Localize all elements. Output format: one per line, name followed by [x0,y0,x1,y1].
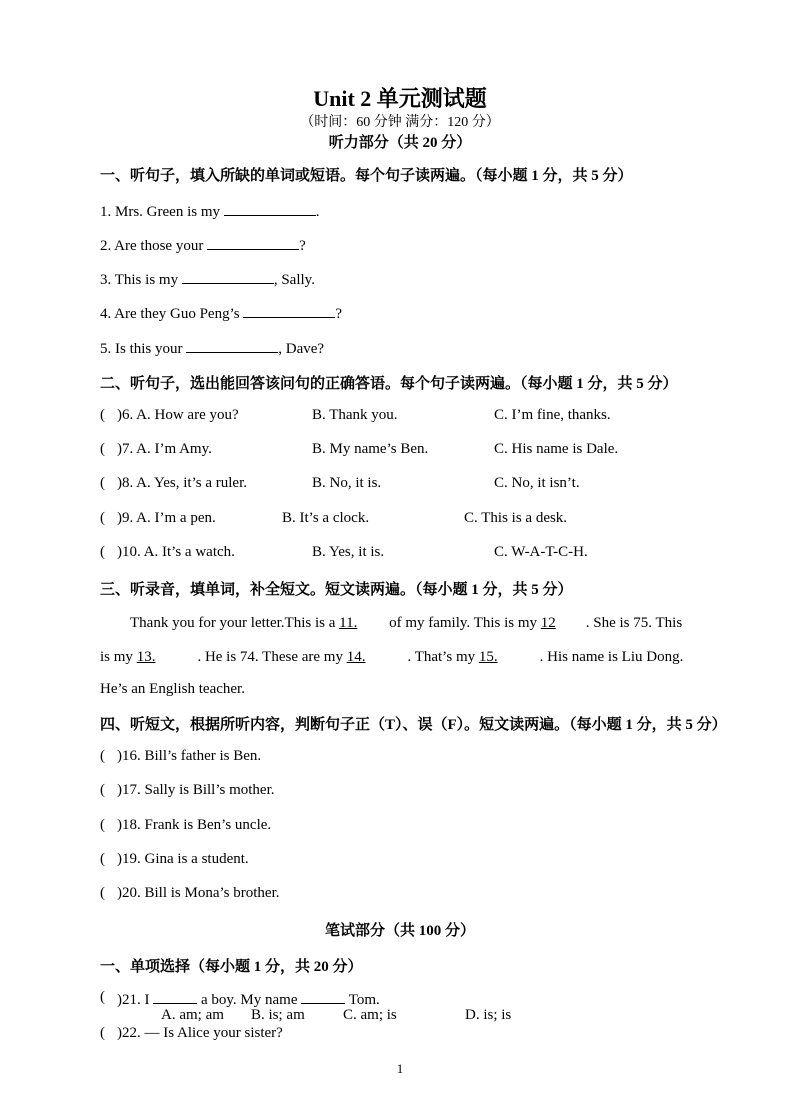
part3-heading: 三、听录音，填单词，补全短文。短文读两遍。（每小题 1 分，共 5 分） [100,582,573,598]
q4-end: ? [335,306,342,322]
part4-heading: 四、听短文，根据所听内容，判断句子正（T）、误（F）。短文读两遍。（每小题 1 分，共 5 分） [100,717,727,733]
q5-end: , Dave? [278,341,325,357]
passage-line-3: He’s an English teacher. [100,681,245,697]
q10-option-c: C. W-A-T-C-H. [494,544,588,560]
q8-option-c: C. No, it isn’t. [494,475,580,491]
q21-text: )21. I [117,992,154,1008]
passage-text: of my family. This is my [385,615,541,631]
question-4 [100,303,342,323]
page-title: Unit 2 单元测试题 [313,86,487,111]
q17-bracket[interactable]: ( [100,782,105,798]
q8-bracket[interactable]: ( [100,475,105,491]
q16-statement: )16. Bill’s father is Ben. [117,748,262,764]
q5-text: 5. Is this your [100,341,187,357]
q21-option-d: D. is; is [465,1007,512,1023]
q21-option-c: C. am; is [343,1007,397,1023]
q9-bracket[interactable]: ( [100,510,105,526]
passage-line-2 [100,647,683,666]
q19-statement: )19. Gina is a student. [117,851,249,867]
question-3 [100,269,315,289]
passage-text: is my [100,649,137,665]
q6-option-c: C. I’m fine, thanks. [494,407,611,423]
passage-line-1 [130,613,682,632]
q7-option-b: B. My name’s Ben. [312,441,429,457]
q21-text: Tom. [345,992,380,1008]
q20-statement: )20. Bill is Mona’s brother. [117,885,280,901]
question-21 [117,989,380,1009]
q6-option-a: )6. A. How are you? [117,407,239,423]
q9-option-a: )9. A. I’m a pen. [117,510,216,526]
blank-14[interactable] [347,649,408,665]
q22-bracket[interactable]: ( [100,1025,105,1041]
listening-section-title: 听力部分（共 20 分） [328,135,472,151]
q16-bracket[interactable]: ( [100,748,105,764]
q10-option-b: B. Yes, it is. [312,544,385,560]
passage-text: Thank you for your letter.This is a [130,615,340,631]
q9-option-c: C. This is a desk. [464,510,568,526]
q8-option-b: B. No, it is. [312,475,382,491]
blank-13[interactable] [137,649,198,665]
part2-heading: 二、听句子，选出能回答该问句的正确答语。每个句子读两遍。（每小题 1 分，共 5 分） [100,376,678,392]
q10-bracket[interactable]: ( [100,544,105,560]
q7-option-c: C. His name is Dale. [494,441,619,457]
q21-bracket[interactable]: ( [100,989,105,1005]
blank-number: 14. [346,649,366,665]
passage-text: . She is 75. This [585,615,683,631]
answer-blank[interactable] [153,989,197,1004]
q2-end: ? [299,238,306,254]
part1-heading: 一、听句子，填入所缺的单词或短语。每个句子读两遍。（每小题 1 分，共 5 分） [100,168,633,184]
answer-blank[interactable] [224,201,316,216]
answer-blank[interactable] [301,989,345,1004]
passage-text: . He is 74. These are my [197,649,347,665]
blank-15[interactable] [479,649,540,665]
q7-option-a: )7. A. I’m Amy. [117,441,212,457]
question-5 [100,338,324,358]
q8-option-a: )8. A. Yes, it’s a ruler. [117,475,248,491]
passage-text: . That’s my [407,649,479,665]
q6-bracket[interactable]: ( [100,407,105,423]
blank-number: 15. [478,649,498,665]
written-part1-heading: 一、单项选择（每小题 1 分，共 20 分） [100,959,363,975]
answer-blank[interactable] [186,338,278,353]
q20-bracket[interactable]: ( [100,885,105,901]
q4-text: 4. Are they Guo Peng’s [100,306,244,322]
blank-11[interactable] [339,615,385,631]
q3-text: 3. This is my [100,272,182,288]
q1-end: . [315,204,320,220]
blank-number: 12 [540,615,556,631]
q10-option-a: )10. A. It’s a watch. [117,544,235,560]
q18-statement: )18. Frank is Ben’s uncle. [117,817,272,833]
q6-option-b: B. Thank you. [312,407,398,423]
question-1 [100,201,320,221]
page-number: 1 [396,1061,404,1076]
q17-statement: )17. Sally is Bill’s mother. [117,782,275,798]
question-2 [100,235,306,255]
answer-blank[interactable] [207,235,299,250]
blank-12[interactable] [541,615,586,631]
q2-text: 2. Are those your [100,238,208,254]
q18-bracket[interactable]: ( [100,817,105,833]
q21-option-b: B. is; am [251,1007,305,1023]
answer-blank[interactable] [243,303,335,318]
question-22: )22. — Is Alice your sister? [117,1025,283,1041]
q7-bracket[interactable]: ( [100,441,105,457]
time-and-score: （时间：60 分钟 满分：120 分） [300,115,500,130]
written-section-title: 笔试部分（共 100 分） [324,923,475,939]
q1-text: 1. Mrs. Green is my [100,204,224,220]
q19-bracket[interactable]: ( [100,851,105,867]
q21-text: a boy. My name [197,992,302,1008]
q21-option-a: A. am; am [161,1007,224,1023]
passage-text: . His name is Liu Dong. [539,649,684,665]
blank-number: 11. [339,615,358,631]
answer-blank[interactable] [182,269,274,284]
blank-number: 13. [136,649,156,665]
q3-end: , Sally. [273,272,315,288]
q9-option-b: B. It’s a clock. [282,510,370,526]
